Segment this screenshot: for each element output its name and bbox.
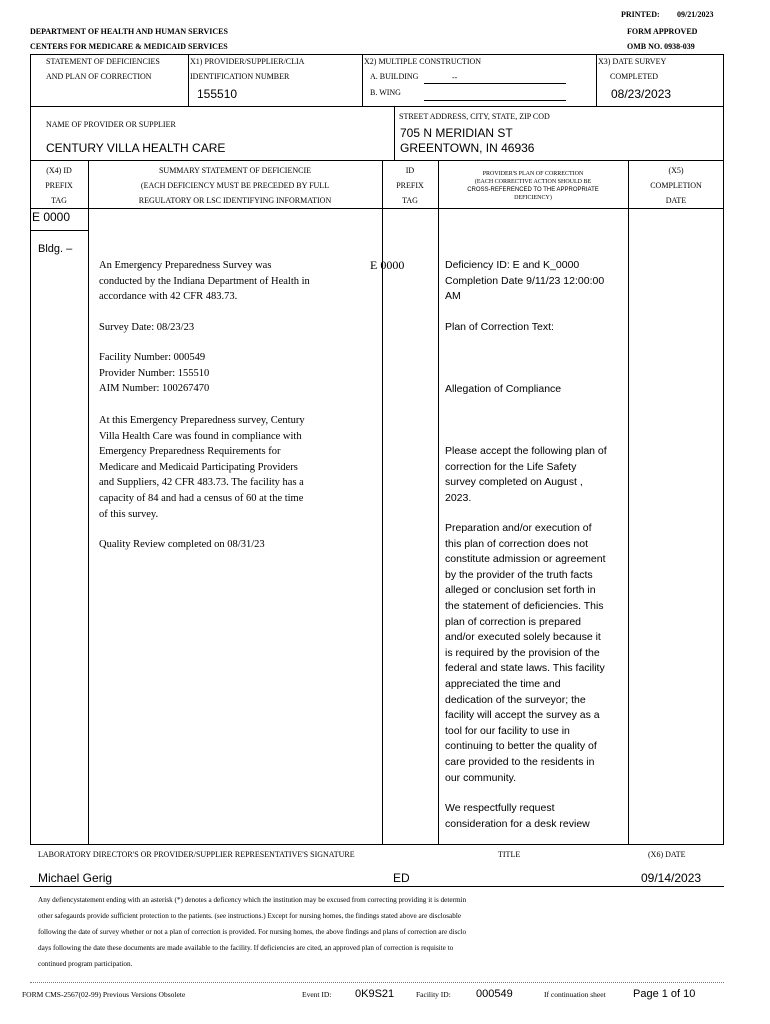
summary-paragraph: Quality Review completed on 08/31/23 [99, 539, 265, 550]
summary-paragraph: An Emergency Preparedness Survey was conducted by the Indiana Department of Health in accordance with 42 CFR 483.73. [99, 260, 310, 303]
x4-header: TAG [51, 196, 67, 205]
title-label: TITLE [498, 850, 521, 859]
address-line-2: GREENTOWN, IN 46936 [400, 141, 535, 155]
x3-label: X3) DATE SURVEY [598, 57, 667, 66]
summary-header: REGULATORY OR LSC IDENTIFYING INFORMATION [138, 196, 332, 205]
page-number: Page 1 of 10 [633, 988, 696, 1000]
summary-paragraph: Survey Date: 08/23/23 [99, 322, 195, 333]
statement-label: STATEMENT OF DEFICIENCIES [46, 57, 160, 66]
id-header: TAG [402, 196, 418, 205]
rule [30, 208, 724, 209]
left-tag: E 0000 [32, 210, 71, 224]
plan-header: DEFICIENCY) [514, 195, 552, 201]
printed-label: PRINTED: [621, 10, 660, 19]
rule [438, 160, 439, 844]
rule [30, 160, 724, 161]
rule [394, 106, 395, 160]
building-value: -- [452, 73, 458, 82]
summary-header: (EACH DEFICIENCY MUST BE PRECEDED BY FULL [140, 181, 330, 190]
statement-label: AND PLAN OF CORRECTION [46, 72, 152, 81]
plan-paragraph: Preparation and/or execution of this plan of correction does not constitute admission or agreement by the provider of the truth facts alleged or conclusion set forth in the statement of deficiencies. This plan of correction is prepared and/or executed solely because it is required by the provision of the federal and state laws. This facility appreciated the time and dedication of the surveyor; the facility will accept the survey as a tool for our facility to use in continuing to better the quality of care provided to the residents in our community. [445, 522, 606, 784]
x2-label: X2) MULTIPLE CONSTRUCTION [364, 57, 482, 66]
signer-title: ED [393, 871, 410, 885]
omb-number: OMB NO. 0938-039 [627, 42, 695, 51]
x5-header: COMPLETION [650, 181, 702, 190]
footnote-line: other safegaurds provide sufficient protection to the patients. (see instructions.) Except for nursing homes, the findings stated above are disclosable [38, 912, 462, 920]
signature-label: LABORATORY DIRECTOR'S OR PROVIDER/SUPPLIER REPRESENTATIVE'S SIGNATURE [38, 850, 355, 859]
footnote-line: continued program participation. [38, 960, 133, 968]
plan-header: PROVIDER'S PLAN OF CORRECTION [482, 171, 584, 177]
x4-header: PREFIX [45, 181, 73, 190]
id-header: ID [405, 166, 415, 175]
rule [30, 230, 88, 231]
rule [188, 54, 189, 106]
rule [30, 54, 724, 55]
survey-date: 08/23/2023 [611, 87, 672, 101]
x4-header: (X4) ID [46, 166, 72, 175]
rule [628, 160, 629, 844]
building-indicator: Bldg. – [38, 243, 73, 255]
footnote-line: Any defiencystatement ending with an asterisk (*) denotes a deficency which the institution may be excused from correcting providing it is determin [38, 896, 467, 904]
provider-name: CENTURY VILLA HEALTH CARE [46, 141, 226, 155]
form-approved: FORM APPROVED [627, 27, 698, 36]
x5-header: DATE [665, 196, 687, 205]
signature-date: 09/14/2023 [641, 871, 702, 885]
provider-name-label: NAME OF PROVIDER OR SUPPLIER [46, 120, 176, 129]
x5-header: (X5) [668, 166, 684, 175]
plan-paragraph: We respectfully request consideration for a desk review [445, 802, 590, 830]
footer-rule [30, 982, 724, 983]
address-line-1: 705 N MERIDIAN ST [400, 126, 513, 140]
id-header: PREFIX [396, 181, 424, 190]
rule [30, 106, 724, 107]
summary-paragraph: At this Emergency Preparedness survey, Century Villa Health Care was found in compliance with Emergency Preparedness Requirements for Medicare and Medicaid Participating Providers and Suppliers, 42 CFR 483.73. The facility has a capacity of 84 and had a census of 60 at the time of this survey. [99, 415, 305, 520]
x1-label: X1) PROVIDER/SUPPLIER/CLIA [190, 57, 305, 66]
event-id-label: Event ID: [302, 990, 332, 999]
plan-paragraph: Deficiency ID: E and K_0000 Completion Date 9/11/23 12:00:00 AM [445, 259, 605, 303]
building-label: A. BUILDING [370, 72, 419, 81]
building-underline [424, 83, 566, 84]
footnote-line: following the date of survey whether or not a plan of correction is provided. For nursing homes, the above findings and plans of correction are disclo [38, 928, 467, 936]
rule [30, 886, 724, 887]
centers-heading: CENTERS FOR MEDICARE & MEDICAID SERVICES [30, 42, 228, 51]
plan-header: (EACH CORRECTIVE ACTION SHOULD BE [474, 179, 592, 185]
rule [362, 54, 363, 106]
form-number: FORM CMS-2567(02-99) Previous Versions Obsolete [22, 990, 186, 999]
rule [30, 844, 724, 845]
summary-paragraph: Facility Number: 000549 Provider Number: 155510 AIM Number: 100267470 [99, 352, 210, 395]
date-label: (X6) DATE [648, 850, 686, 859]
plan-paragraph: Allegation of Compliance [445, 383, 562, 395]
event-id: 0K9S21 [355, 988, 395, 1000]
continuation-label: If continuation sheet [544, 990, 606, 999]
facility-id: 000549 [476, 988, 513, 1000]
rule [596, 54, 597, 106]
plan-paragraph: Please accept the following plan of correction for the Life Safety survey completed on August , 2023. [445, 445, 607, 504]
signer-name: Michael Gerig [38, 871, 113, 885]
right-tag: E 0000 [370, 258, 405, 272]
footnote-line: days following the date these documents are made available to the facility. If deficiencies are cited, an approved plan of correction is requisite to [38, 944, 454, 952]
wing-underline [424, 100, 566, 101]
plan-paragraph: Plan of Correction Text: [445, 321, 554, 333]
summary-header: SUMMARY STATEMENT OF DEFICIENCIE [158, 166, 312, 175]
address-label: STREET ADDRESS, CITY, STATE, ZIP COD [399, 112, 550, 121]
x1-label: IDENTIFICATION NUMBER [190, 72, 290, 81]
wing-label: B. WING [370, 88, 401, 97]
printed-date: 09/21/2023 [677, 10, 714, 19]
x3-label: COMPLETED [610, 72, 658, 81]
provider-id: 155510 [197, 87, 238, 101]
facility-id-label: Facility ID: [416, 990, 451, 999]
rule [88, 160, 89, 844]
plan-header: CROSS-REFERENCED TO THE APPROPRIATE [467, 187, 599, 193]
department-heading: DEPARTMENT OF HEALTH AND HUMAN SERVICES [30, 27, 228, 36]
